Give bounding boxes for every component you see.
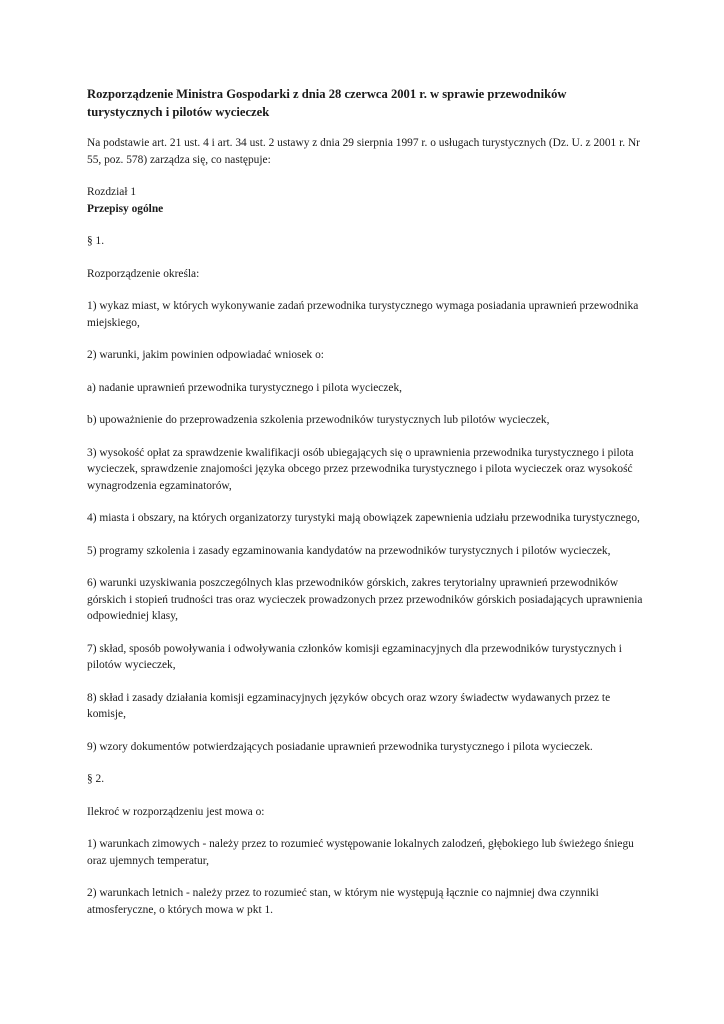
list-item: 6) warunki uzyskiwania poszczególnych klas przewodników górskich, zakres terytorialny uprawnień przewodników górskich i stopień trudności tras oraz wycieczek prowadzonych przez przewodników górskich posiadających uprawnienia odpowiedniej klasy, <box>87 577 643 622</box>
list-item: 4) miasta i obszary, na których organizatorzy turystyki mają obowiązek zapewnienia udziału przewodnika turystycznego, <box>87 512 640 524</box>
document-title: Rozporządzenie Ministra Gospodarki z dnia 28 czerwca 2001 r. w sprawie przewodników turystycznych i pilotów wycieczek <box>87 87 567 119</box>
list-item: 3) wysokość opłat za sprawdzenie kwalifikacji osób ubiegających się o uprawnienia przewodnika turystycznego i pilota wycieczek, sprawdzenie znajomości języka obcego przez przewodnika turystycznego i pilota wycieczek oraz wysokość wynagrodzenia egzaminatorów, <box>87 446 634 492</box>
list-item: 9) wzory dokumentów potwierdzających posiadanie uprawnień przewodnika turystycznego i pilota wycieczek. <box>87 740 593 753</box>
list-item: b) upoważnienie do przeprowadzenia szkolenia przewodników turystycznych lub pilotów wycieczek, <box>87 414 550 426</box>
section-2-heading: § 2. <box>87 773 105 785</box>
chapter-label: Rozdział 1 <box>87 186 137 198</box>
intro-paragraph: Na podstawie art. 21 ust. 4 i art. 34 ust. 2 ustawy z dnia 29 sierpnia 1997 r. o usługach turystycznych (Dz. U. z 2001 r. Nr 55, poz. 578) zarządza się, co następuje: <box>87 137 640 166</box>
list-item: 2) warunkach letnich - należy przez to rozumieć stan, w którym nie występują łącznie co najmniej dwa czynniki atmosferyczne, o których mowa w pkt 1. <box>87 887 599 916</box>
chapter-heading <box>87 184 643 217</box>
list-item: 2) warunki, jakim powinien odpowiadać wniosek o: <box>87 349 324 361</box>
section-2-lead: Ilekroć w rozporządzeniu jest mowa o: <box>87 805 265 818</box>
list-item: 8) skład i zasady działania komisji egzaminacyjnych języków obcych oraz wzory świadectw wydawanych przez te komisje, <box>87 691 611 720</box>
section-1-lead: Rozporządzenie określa: <box>87 267 200 280</box>
list-item: 7) skład, sposób powoływania i odwoływania członków komisji egzaminacyjnych dla przewodników turystycznych i pilotów wycieczek, <box>87 642 622 671</box>
chapter-title: Przepisy ogólne <box>87 202 164 215</box>
section-1-heading: § 1. <box>87 235 105 247</box>
document-page <box>87 85 643 934</box>
list-item: 5) programy szkolenia i zasady egzaminowania kandydatów na przewodników turystycznych i pilotów wycieczek, <box>87 544 611 557</box>
list-item: 1) wykaz miast, w których wykonywanie zadań przewodnika turystycznego wymaga posiadania uprawnień przewodnika miejskiego, <box>87 300 639 329</box>
list-item: 1) warunkach zimowych - należy przez to rozumieć występowanie lokalnych zalodzeń, głębokiego lub świeżego śniegu oraz ujemnych temperatur, <box>87 838 634 867</box>
list-item: a) nadanie uprawnień przewodnika turystycznego i pilota wycieczek, <box>87 381 403 394</box>
